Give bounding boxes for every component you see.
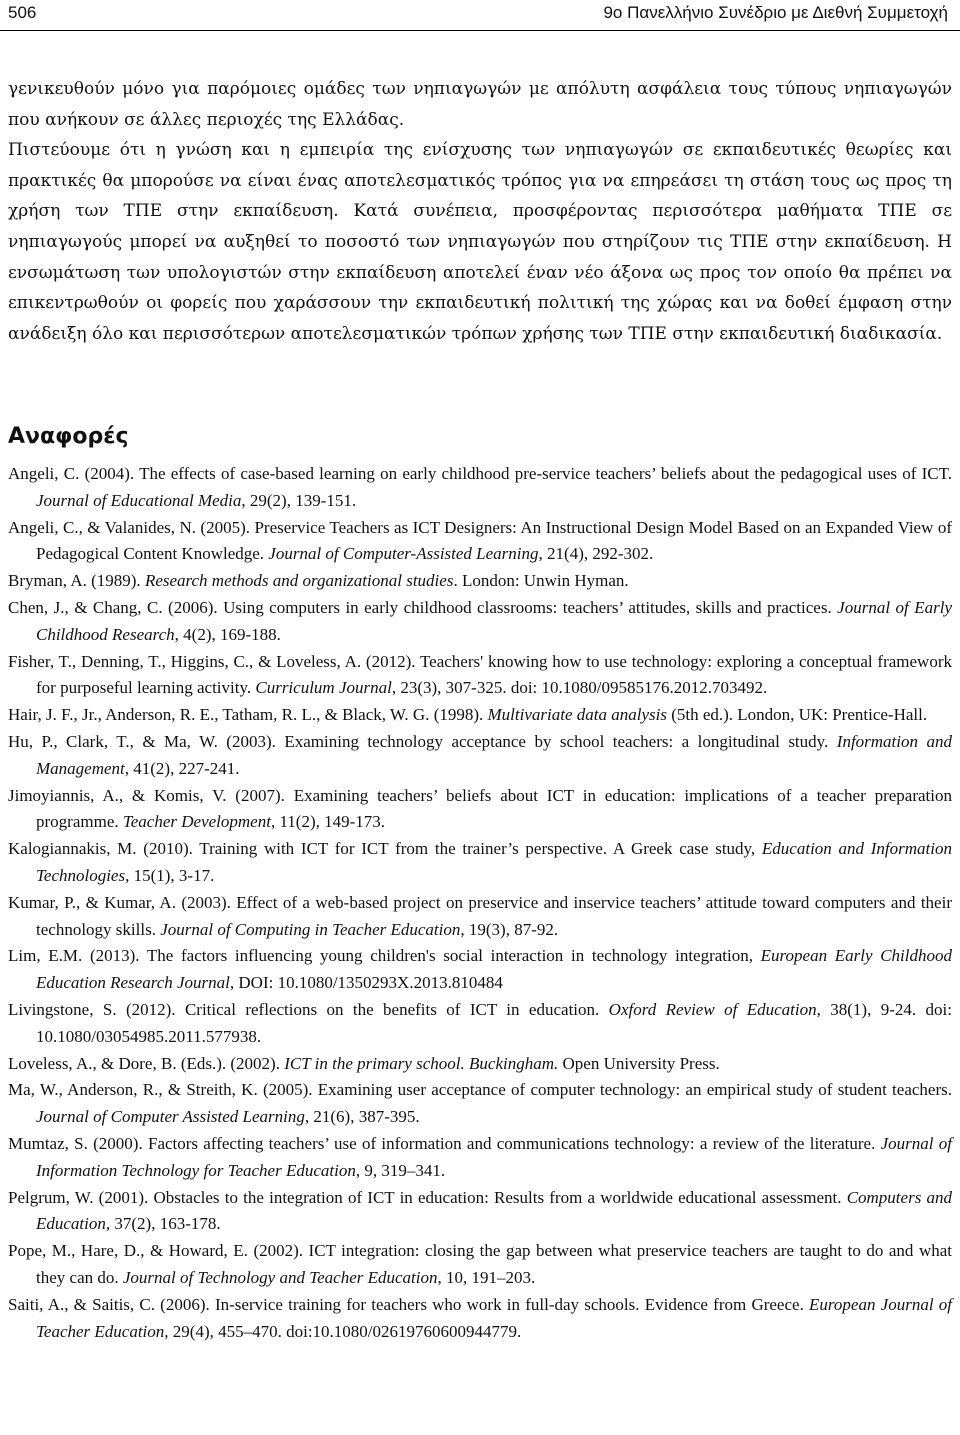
reference-text: Ma, W., Anderson, R., & Streith, K. (2005). Examining user acceptance of computer technology: an empirical study of student teachers.: [8, 1080, 952, 1100]
reference-entry: [8, 836, 952, 890]
reference-entry: [8, 595, 952, 649]
reference-details: , 29(2), 139-151.: [241, 490, 357, 510]
reference-details: , 37(2), 163-178.: [105, 1214, 221, 1234]
reference-text: Kalogiannakis, M. (2010). Training with ICT for ICT from the trainer’s perspective. A Greek case study,: [8, 839, 762, 859]
reference-source: Journal of Computing in Teacher Education: [160, 919, 461, 939]
reference-source: Education and Information Technologies: [36, 839, 952, 885]
reference-details: , 38(1), 9-24. doi: 10.1080/03054985.2011.577938.: [36, 999, 952, 1046]
reference-text: Angeli, C. (2004). The effects of case-based learning on early childhood pre-service teachers’ beliefs about the pedagogical uses of ICT.: [8, 464, 952, 483]
reference-text: Hu, P., Clark, T., & Ma, W. (2003). Examining technology acceptance by school teachers: a longitudinal study.: [8, 731, 837, 751]
reference-entry: [8, 1051, 952, 1078]
reference-text: Mumtaz, S. (2000). Factors affecting teachers’ use of information and communications technology: a review of the literature.: [8, 1133, 881, 1153]
reference-entry: [8, 568, 952, 595]
reference-source: European Early Childhood Education Research Journal: [36, 946, 953, 993]
reference-details: , 29(4), 455–470. doi:10.1080/02619760600944779.: [164, 1321, 522, 1341]
reference-text: Saiti, A., & Saitis, C. (2006). In-service training for teachers who work in full-day schools. Evidence from Greece.: [8, 1294, 810, 1314]
header-rule: [0, 30, 960, 31]
reference-details: , 23(3), 307-325. doi: 10.1080/09585176.2012.703492.: [391, 678, 768, 698]
reference-details: , 19(3), 87-92.: [460, 919, 559, 939]
page-header: [0, 0, 960, 32]
reference-source: Journal of Technology and Teacher Education: [122, 1267, 438, 1287]
reference-details: , 9, 319–341.: [355, 1160, 446, 1180]
reference-text: Kumar, P., & Kumar, A. (2003). Effect of a web-based project on preservice and inservice teachers’ attitude toward computers and their technology skills.: [8, 892, 952, 939]
reference-entry: [8, 890, 952, 944]
body-paragraph: γενικευθούν μόνο για παρόμοιες ομάδες των νηπιαγωγών με απόλυτη ασφάλεια τους τύπους νηπιαγωγών που ανήκουν σε άλλες περιοχές της Ελλάδας.: [8, 79, 952, 130]
reference-text: Jimoyiannis, A., & Komis, V. (2007). Examining teachers’ beliefs about ICT in education: implications of a teacher preparation programme.: [8, 785, 952, 832]
reference-text: Chen, J., & Chang, C. (2006). Using computers in early childhood classrooms: teachers’ attitudes, skills and practices.: [8, 597, 838, 617]
references-list: [8, 461, 952, 1345]
reference-details: , 41(2), 227-241.: [124, 758, 240, 778]
reference-source: Journal of Computer-Assisted Learning: [268, 544, 539, 564]
reference-source: European Journal of Teacher Education: [36, 1294, 952, 1341]
reference-entry: [8, 1238, 952, 1292]
reference-details: (5th ed.). London, UK: Prentice-Hall.: [666, 705, 928, 725]
reference-text: Bryman, A. (1989).: [8, 571, 145, 591]
reference-source: Oxford Review of Education: [608, 999, 817, 1019]
reference-text: Hair, J. F., Jr., Anderson, R. E., Tatham, R. L., & Black, W. G. (1998).: [8, 705, 488, 725]
reference-source: Journal of Information Technology for Teacher Education: [36, 1133, 952, 1180]
reference-entry: [8, 783, 952, 837]
reference-source: Curriculum Journal: [255, 678, 392, 698]
reference-entry: [8, 1292, 952, 1346]
reference-source: Research methods and organizational studies: [144, 571, 454, 591]
conference-title: 9ο Πανελλήνιο Συνέδριο με Διεθνή Συμμετοχή: [603, 3, 948, 22]
reference-source: Information and Management: [36, 731, 952, 778]
reference-entry: [8, 515, 952, 569]
reference-entry: [8, 1131, 952, 1185]
reference-entry: [8, 649, 952, 703]
reference-details: , 21(4), 292-302.: [538, 544, 654, 564]
references-heading: Αναφορές: [8, 424, 129, 449]
reference-details: , 15(1), 3-17.: [125, 865, 215, 885]
reference-source: ICT in the primary school. Buckingham.: [284, 1053, 559, 1073]
body-text: [8, 74, 952, 349]
reference-source: Journal of Educational Media: [36, 490, 242, 510]
reference-details: , DOI: 10.1080/1350293X.2013.810484: [229, 973, 503, 993]
reference-text: Angeli, C., & Valanides, N. (2005). Preservice Teachers as ICT Designers: An Instructional Design Model Based on an Expanded View of Pedagogical Content Knowledge.: [8, 517, 952, 564]
reference-text: Livingstone, S. (2012). Critical reflections on the benefits of ICT in education.: [8, 999, 609, 1019]
reference-details: , 4(2), 169-188.: [174, 624, 281, 644]
reference-details: . London: Unwin Hyman.: [453, 571, 629, 591]
reference-text: Lim, E.M. (2013). The factors influencing young children's social interaction in technology integration,: [8, 946, 761, 966]
reference-text: Fisher, T., Denning, T., Higgins, C., & Loveless, A. (2012). Teachers' knowing how to use technology: exploring a conceptual framework for purposeful learning activity.: [8, 651, 952, 698]
reference-entry: [8, 1077, 952, 1131]
reference-details: , 11(2), 149-173.: [270, 812, 386, 832]
reference-entry: [8, 461, 952, 515]
reference-text: Pope, M., Hare, D., & Howard, E. (2002). ICT integration: closing the gap between what preservice teachers are taught to do and what they can do.: [8, 1241, 952, 1287]
reference-source: Multivariate data analysis: [487, 705, 667, 725]
reference-source: Teacher Development: [122, 812, 271, 832]
body-paragraph: Πιστεύουμε ότι η γνώση και η εμπειρία της ενίσχυσης των νηπιαγωγών σε εκπαιδευτικές θεωρίες και πρακτικές θα μπορούσε να είναι ένας αποτελεσματικός τρόπος για να επηρεάσει τη στάση τους ως προς τη χρήση των ΤΠΕ στην εκπαίδευση. Κατά συνέπεια, προσφέροντας περισσότερα μαθήματα ΤΠΕ σε νηπιαγωγούς μπορεί να αυξηθεί το ποσοστό των νηπιαγωγών που στηρίζουν τις ΤΠΕ στην εκπαίδευση. Η ενσωμάτωση των υπολογιστών στην εκπαίδευση αποτελεί έναν νέο άξονα ως προς τον οποίο θα πρέπει να επικεντρωθούν οι φορείς που χαράσσουν την εκπαιδευτική πολιτική της χώρας και να δοθεί έμφαση στην ανάδειξη όλο και περισσότερων αποτελεσματικών τρόπων χρήσης των ΤΠΕ στην εκπαιδευτική διαδικασία.: [8, 140, 952, 344]
reference-details: Open University Press.: [558, 1053, 720, 1073]
reference-entry: [8, 1185, 952, 1239]
reference-entry: [8, 702, 952, 729]
reference-source: Journal of Early Childhood Research: [36, 597, 952, 644]
page-number: 506: [8, 3, 37, 22]
reference-text: Loveless, A., & Dore, B. (Eds.). (2002).: [8, 1053, 285, 1073]
reference-source: Computers and Education: [36, 1187, 952, 1234]
reference-details: , 10, 191–203.: [437, 1267, 536, 1287]
reference-entry: [8, 729, 952, 783]
reference-details: , 21(6), 387-395.: [304, 1107, 420, 1127]
reference-text: Pelgrum, W. (2001). Obstacles to the integration of ICT in education: Results from a worldwide educational assessment.: [8, 1187, 847, 1207]
reference-source: Journal of Computer Assisted Learning: [36, 1107, 305, 1127]
reference-entry: [8, 943, 952, 997]
reference-entry: [8, 997, 952, 1051]
